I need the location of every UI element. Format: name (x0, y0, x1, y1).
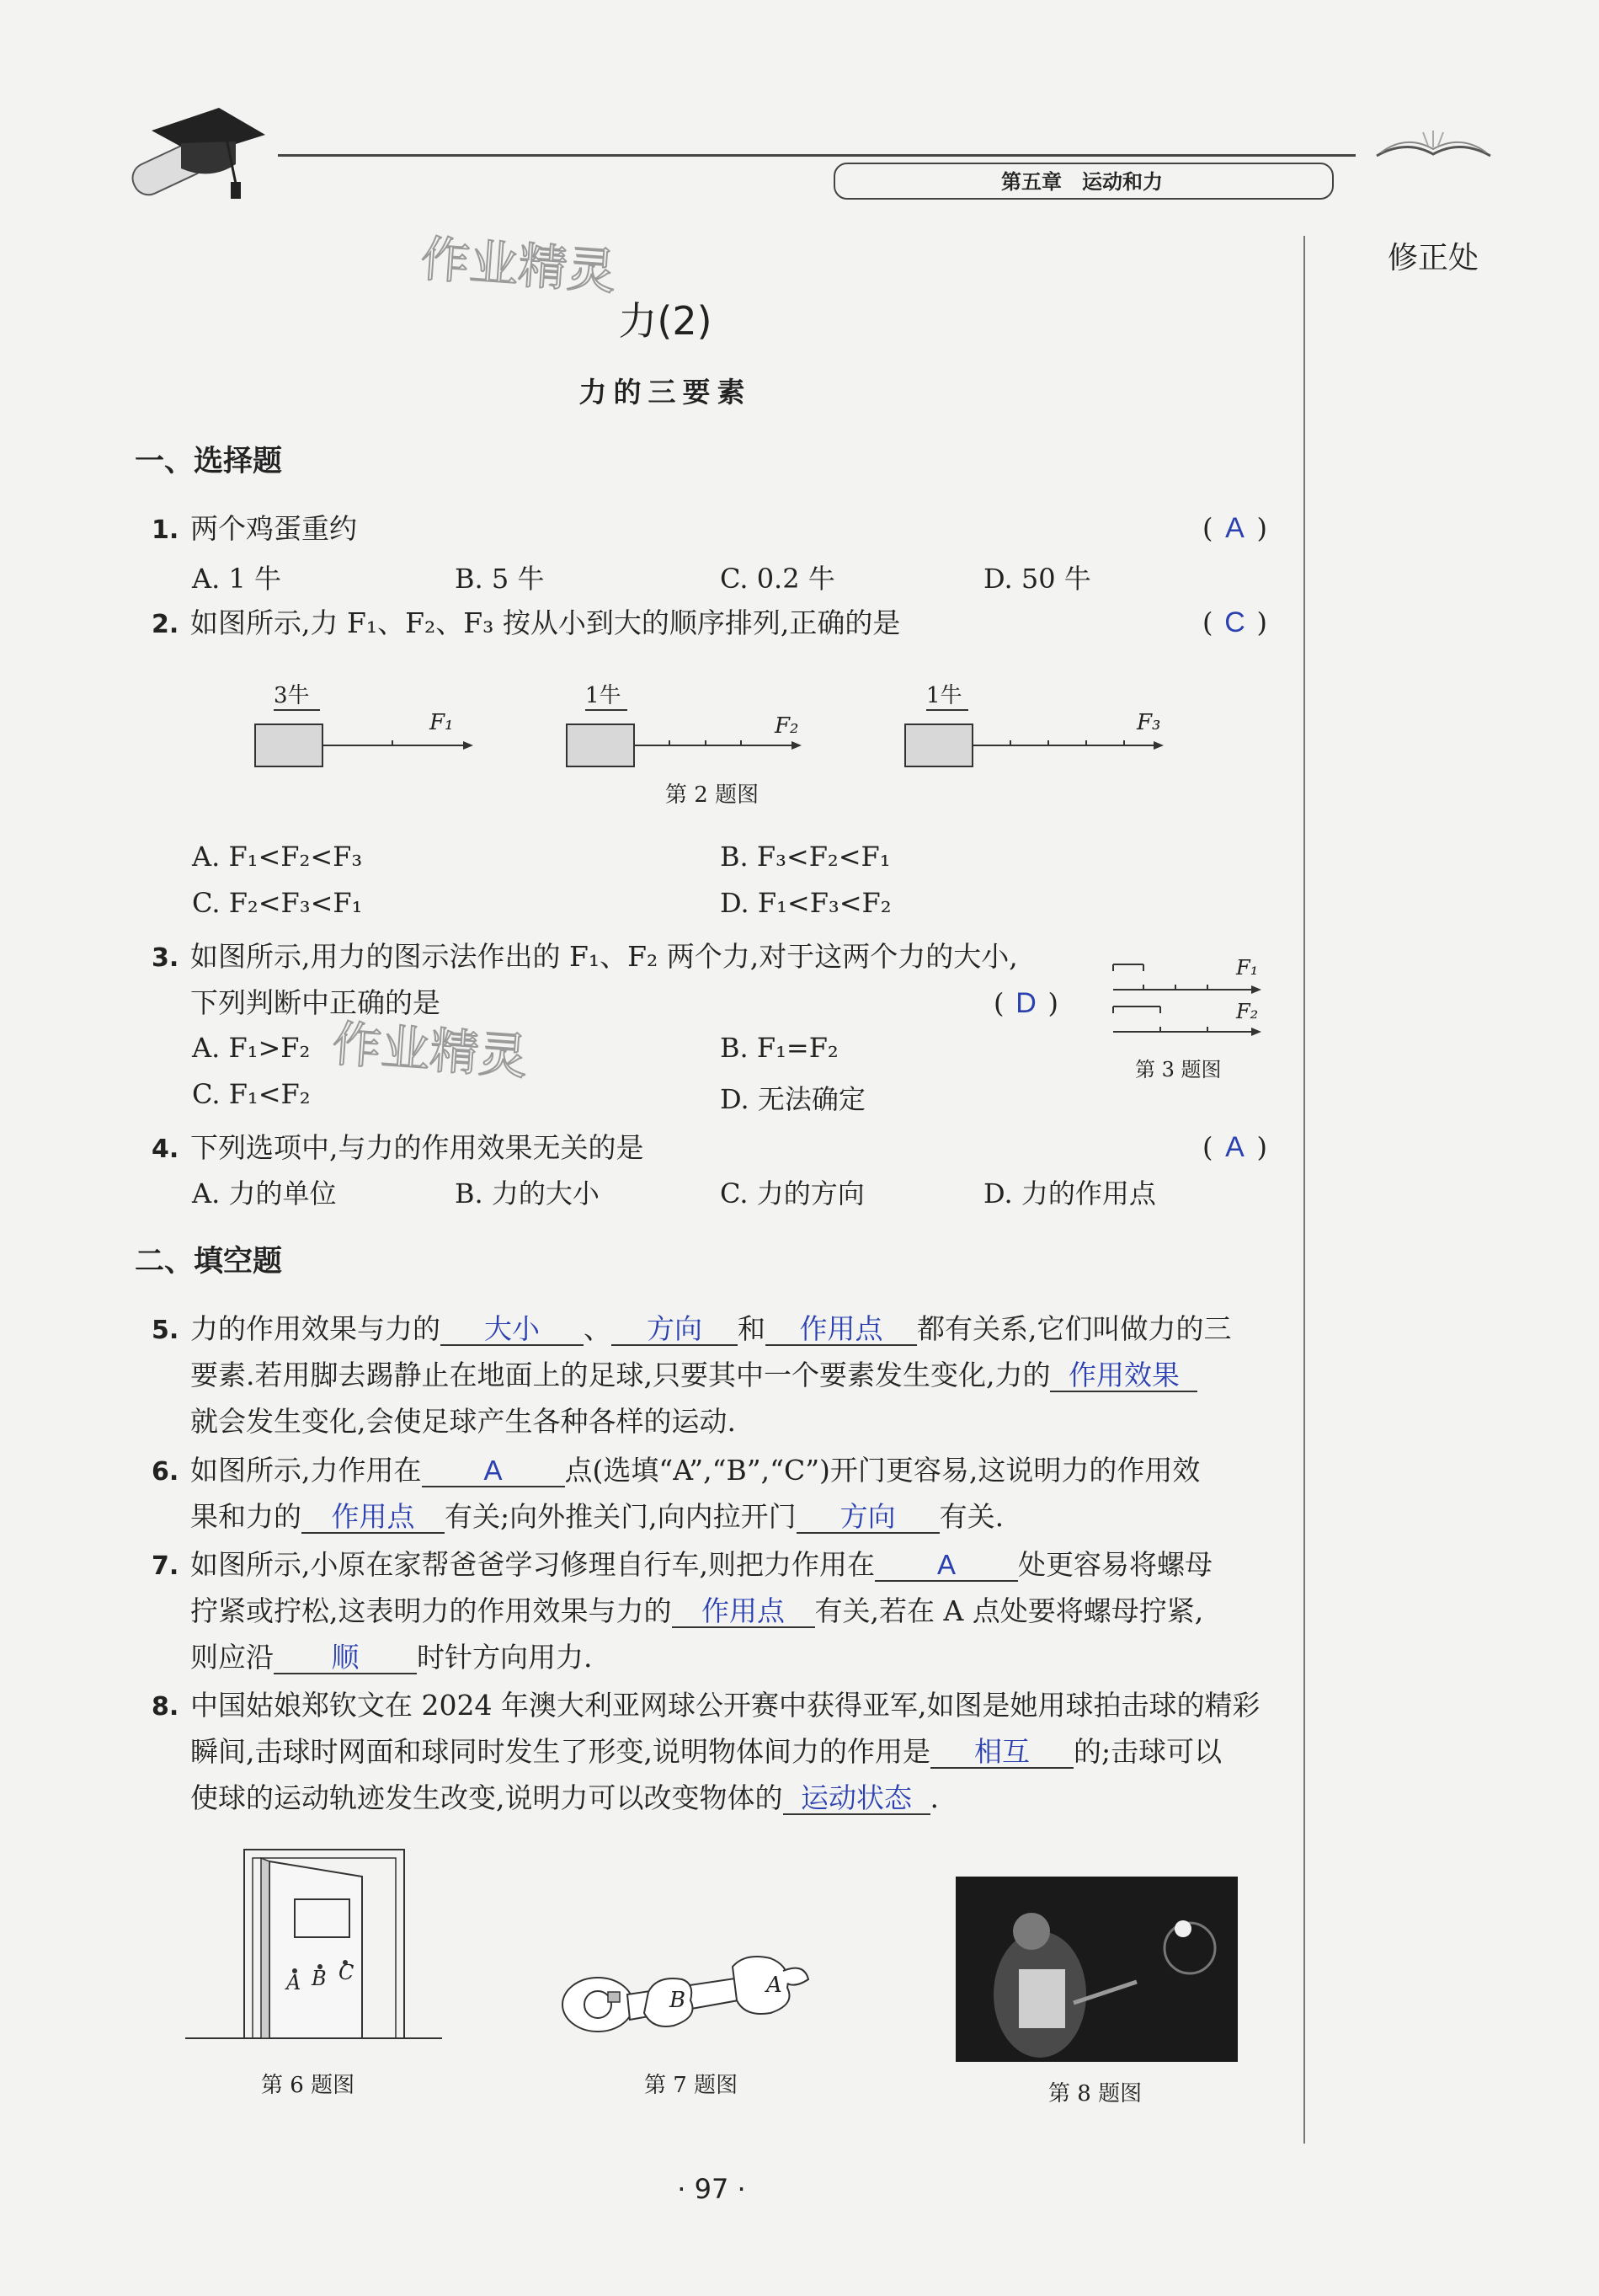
figure-7-wrench (556, 1946, 842, 2106)
text: 点(选填“A”,“B”,“C”)开门更容易,这说明力的作用效 (564, 1454, 1201, 1487)
question-7-line2 (190, 1588, 1335, 1634)
question-6 (152, 1447, 1297, 1495)
section-heading: 二、填空题 (135, 1245, 283, 1279)
figure-6-door (181, 1845, 450, 2106)
question-7-line3 (190, 1634, 1335, 1680)
point-label: B (312, 1967, 327, 1990)
question-number: 8. (152, 1692, 179, 1722)
answer-bracket: ( A ) (1202, 512, 1267, 544)
option: D. 力的作用点 (983, 1177, 1156, 1209)
option: B. 力的大小 (455, 1177, 600, 1209)
chapter-title: 第五章 运动和力 (1001, 170, 1163, 194)
question-text: 下列选项中,与力的作用效果无关的是 (190, 1131, 644, 1164)
question-6-line2 (190, 1493, 1335, 1540)
question-7 (152, 1541, 1297, 1589)
answer-choice: C (1224, 606, 1245, 638)
answer-blank: A (875, 1551, 1018, 1582)
option: C. F₁<F₂ (192, 1078, 311, 1110)
scale-label: 1牛 (926, 683, 962, 708)
question-5 (152, 1306, 1297, 1354)
text: . (930, 1781, 939, 1814)
option: B. 5 牛 (455, 563, 545, 595)
text: 都有关系,它们叫做力的三 (917, 1312, 1232, 1345)
figure-caption: 第 7 题图 (644, 2073, 738, 2098)
force-label: F₂ (1236, 1000, 1259, 1023)
answer-blank: 运动状态 (783, 1784, 930, 1815)
figure-caption: 第 2 题图 (665, 782, 760, 808)
answer-bracket: ( D ) (994, 987, 1058, 1019)
question-text: 两个鸡蛋重约 (190, 512, 357, 545)
force-label: F₁ (1236, 956, 1259, 980)
figure-caption: 第 8 题图 (1048, 2081, 1143, 2106)
text: 如图所示,力作用在 (190, 1454, 422, 1487)
text: 力的作用效果与力的 (190, 1312, 440, 1345)
option: C. F₂<F₃<F₁ (192, 887, 363, 919)
answer-blank: A (422, 1456, 565, 1487)
scale-label: 3牛 (274, 683, 310, 708)
margin-label: 修正处 (1388, 241, 1479, 275)
question-5-line2 (190, 1352, 1335, 1398)
question-number: 6. (152, 1457, 179, 1487)
figure-3 (1110, 956, 1278, 1082)
text: 瞬间,击球时网面和球同时发生了形变,说明物体间力的作用是 (190, 1735, 930, 1768)
option: B. F₁=F₂ (720, 1032, 839, 1064)
question-number: 7. (152, 1551, 179, 1581)
answer-blank: 顺 (274, 1643, 417, 1674)
point-label: B (669, 1988, 686, 2013)
force-label: F₃ (1137, 710, 1161, 735)
option: A. 1 牛 (192, 563, 281, 595)
answer-choice: A (1225, 512, 1245, 544)
text: 和 (738, 1312, 765, 1345)
answer-bracket: ( C ) (1202, 606, 1267, 638)
option: A. F₁>F₂ (192, 1032, 311, 1064)
option: B. F₃<F₂<F₁ (720, 841, 891, 873)
option: C. 力的方向 (720, 1177, 865, 1209)
answer-blank: 方向 (797, 1503, 940, 1534)
answer-blank: 作用点 (672, 1597, 815, 1628)
graduation-cap-icon (118, 101, 269, 206)
section-heading: 一、选择题 (135, 445, 283, 478)
text: 果和力的 (190, 1500, 301, 1533)
answer-blank: 相互 (930, 1738, 1074, 1769)
point-label: A (286, 1971, 301, 1994)
margin-divider (1303, 236, 1305, 2144)
question-number: 1. (152, 515, 179, 545)
text: 中国姑娘郑钦文在 2024 年澳大利亚网球公开赛中获得亚军,如图是她用球拍击球的精彩 (190, 1689, 1261, 1722)
question-8-line2 (190, 1728, 1335, 1775)
answer-blank: 大小 (440, 1315, 584, 1346)
question-8 (152, 1682, 1297, 1730)
question-8-line3 (190, 1775, 1335, 1821)
header-rule (278, 154, 1356, 157)
answer-bracket: ( A ) (1202, 1131, 1267, 1163)
option: D. F₁<F₃<F₂ (720, 887, 892, 919)
figure-8-photo (956, 1877, 1238, 2106)
text: 则应沿 (190, 1641, 274, 1674)
question-1 (152, 505, 1297, 553)
text: 、 (584, 1312, 611, 1345)
question-number: 4. (152, 1135, 179, 1164)
watermark: 作业精灵 (418, 229, 618, 301)
page-number: · 97 · (677, 2173, 746, 2205)
question-3-line2 (190, 980, 864, 1026)
text: 有关,若在 A 点处要将螺母拧紧, (814, 1594, 1204, 1627)
text: 有关. (939, 1500, 1005, 1533)
text: 就会发生变化,会使足球产生各种各样的运动. (190, 1405, 736, 1438)
question-3 (152, 933, 1103, 981)
answer-choice: A (1225, 1131, 1245, 1163)
question-number: 5. (152, 1316, 179, 1345)
option: A. 力的单位 (192, 1177, 337, 1209)
answer-blank: 作用点 (301, 1503, 445, 1534)
text: 的;击球可以 (1073, 1735, 1223, 1768)
open-book-icon (1372, 122, 1495, 164)
question-2 (152, 600, 1297, 648)
answer-blank: 方向 (611, 1315, 738, 1346)
question-5-line3 (190, 1398, 1335, 1444)
question-4 (152, 1124, 1297, 1172)
point-label: A (766, 1973, 782, 1998)
question-number: 3. (152, 943, 179, 973)
figure-2 (244, 670, 1196, 813)
text: 如图所示,小原在家帮爸爸学习修理自行车,则把力作用在 (190, 1548, 875, 1581)
text: 要素.若用脚去踢静止在地面上的足球,只要其中一个要素发生变化,力的 (190, 1359, 1051, 1391)
text: 有关;向外推关门,向内拉开门 (445, 1500, 797, 1533)
text: 处更容易将螺母 (1017, 1548, 1213, 1581)
point-label: C (338, 1961, 354, 1984)
answer-blank: 作用效果 (1050, 1361, 1197, 1392)
force-label: F₁ (429, 710, 454, 735)
question-number: 2. (152, 610, 179, 639)
option: D. 50 牛 (983, 563, 1091, 595)
scale-label: 1牛 (585, 683, 621, 708)
figure-caption: 第 6 题图 (261, 2073, 355, 2098)
page-subtitle: 力的三要素 (578, 376, 752, 408)
option: C. 0.2 牛 (720, 563, 835, 595)
figure-caption: 第 3 题图 (1135, 1058, 1222, 1081)
answer-blank: 作用点 (765, 1315, 917, 1346)
question-text: 下列判断中正确的是 (190, 986, 440, 1019)
text: 使球的运动轨迹发生改变,说明力可以改变物体的 (190, 1781, 783, 1814)
watermark: 作业精灵 (330, 1014, 530, 1086)
text: 时针方向用力. (417, 1641, 593, 1674)
answer-choice: D (1015, 987, 1037, 1019)
text: 拧紧或拧松,这表明力的作用效果与力的 (190, 1594, 672, 1627)
option: A. F₁<F₂<F₃ (192, 841, 363, 873)
force-label: F₂ (775, 713, 799, 739)
question-text: 如图所示,用力的图示法作出的 F₁、F₂ 两个力,对于这两个力的大小, (190, 940, 1018, 973)
option: D. 无法确定 (720, 1083, 866, 1115)
question-text: 如图所示,力 F₁、F₂、F₃ 按从小到大的顺序排列,正确的是 (190, 606, 901, 639)
page-title: 力(2) (618, 298, 712, 344)
